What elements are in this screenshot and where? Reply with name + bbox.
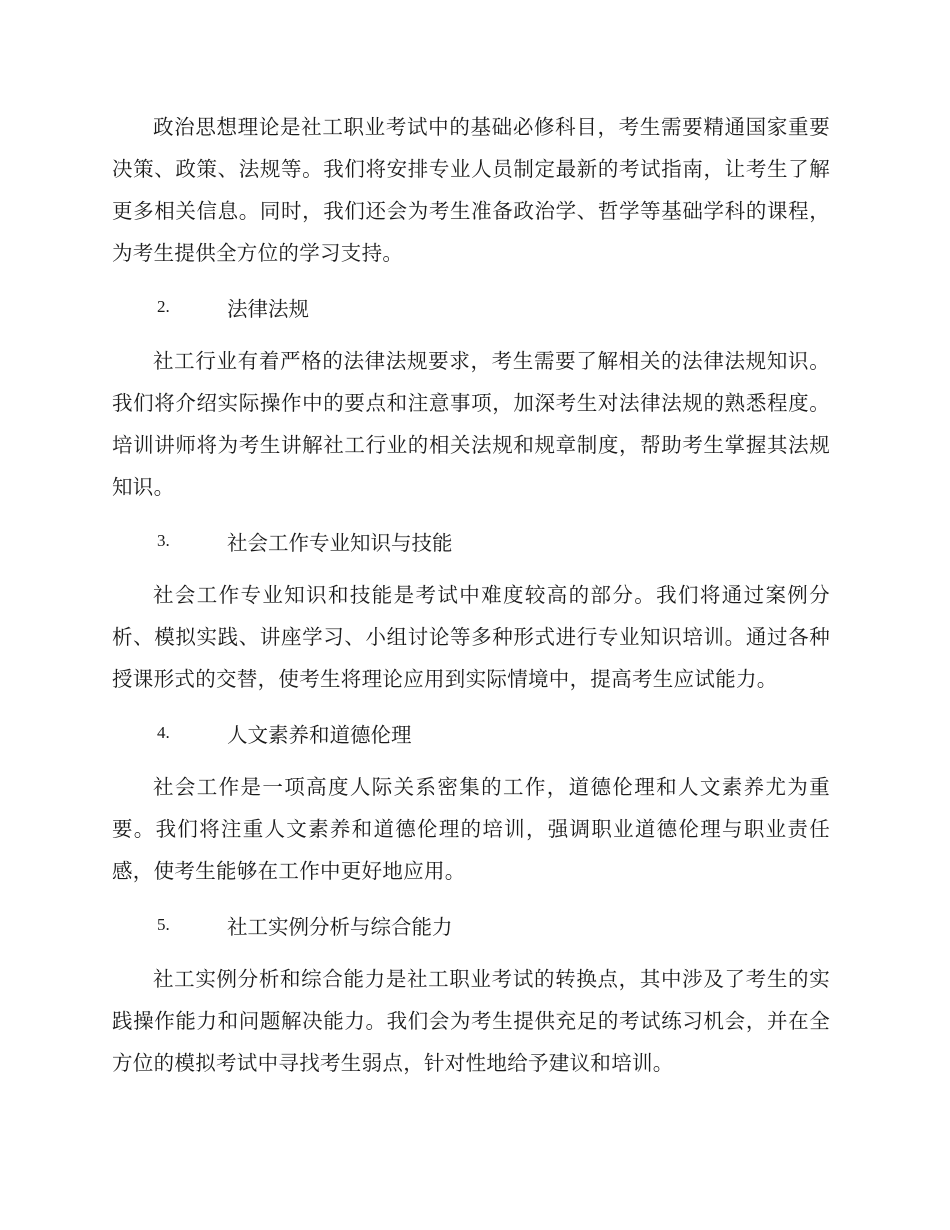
section-number: 2.	[157, 297, 170, 316]
section-paragraph-2: 社工行业有着严格的法律法规要求，考生需要了解相关的法律法规知识。我们将介绍实际操作中的要点和注意事项，加深考生对法律法规的熟悉程度。培训讲师将为考生讲解社工行业的相关法规和规章制度，帮助考生掌握其法规知识。	[112, 349, 830, 499]
section-title: 社工实例分析与综合能力	[227, 915, 453, 939]
section-heading-4	[112, 712, 830, 754]
section-number: 5.	[157, 915, 170, 934]
section-paragraph-5: 社工实例分析和综合能力是社工职业考试的转换点，其中涉及了考生的实践操作能力和问题解决能力。我们会为考生提供充足的考试练习机会，并在全方位的模拟考试中寻找考生弱点，针对性地给予建议和培训。	[112, 967, 830, 1075]
section-number: 3.	[157, 531, 170, 550]
section-paragraph-4: 社会工作是一项高度人际关系密集的工作，道德伦理和人文素养尤为重要。我们将注重人文素养和道德伦理的培训，强调职业道德伦理与职业责任感，使考生能够在工作中更好地应用。	[112, 775, 830, 883]
section-paragraph-3: 社会工作专业知识和技能是考试中难度较高的部分。我们将通过案例分析、模拟实践、讲座学习、小组讨论等多种形式进行专业知识培训。通过各种授课形式的交替，使考生将理论应用到实际情境中，提高考生应试能力。	[112, 583, 830, 691]
section-title: 社会工作专业知识与技能	[227, 531, 453, 555]
section-heading-3	[112, 520, 830, 562]
intro-paragraph: 政治思想理论是社工职业考试中的基础必修科目，考生需要精通国家重要决策、政策、法规等。我们将安排专业人员制定最新的考试指南，让考生了解更多相关信息。同时，我们还会为考生准备政治学、哲学等基础学科的课程，为考生提供全方位的学习支持。	[112, 115, 830, 265]
document-body	[112, 106, 830, 1084]
section-heading-2	[112, 286, 830, 328]
section-heading-5	[112, 904, 830, 946]
section-title: 法律法规	[227, 297, 309, 321]
section-title: 人文素养和道德伦理	[227, 723, 412, 747]
section-number: 4.	[157, 723, 170, 742]
